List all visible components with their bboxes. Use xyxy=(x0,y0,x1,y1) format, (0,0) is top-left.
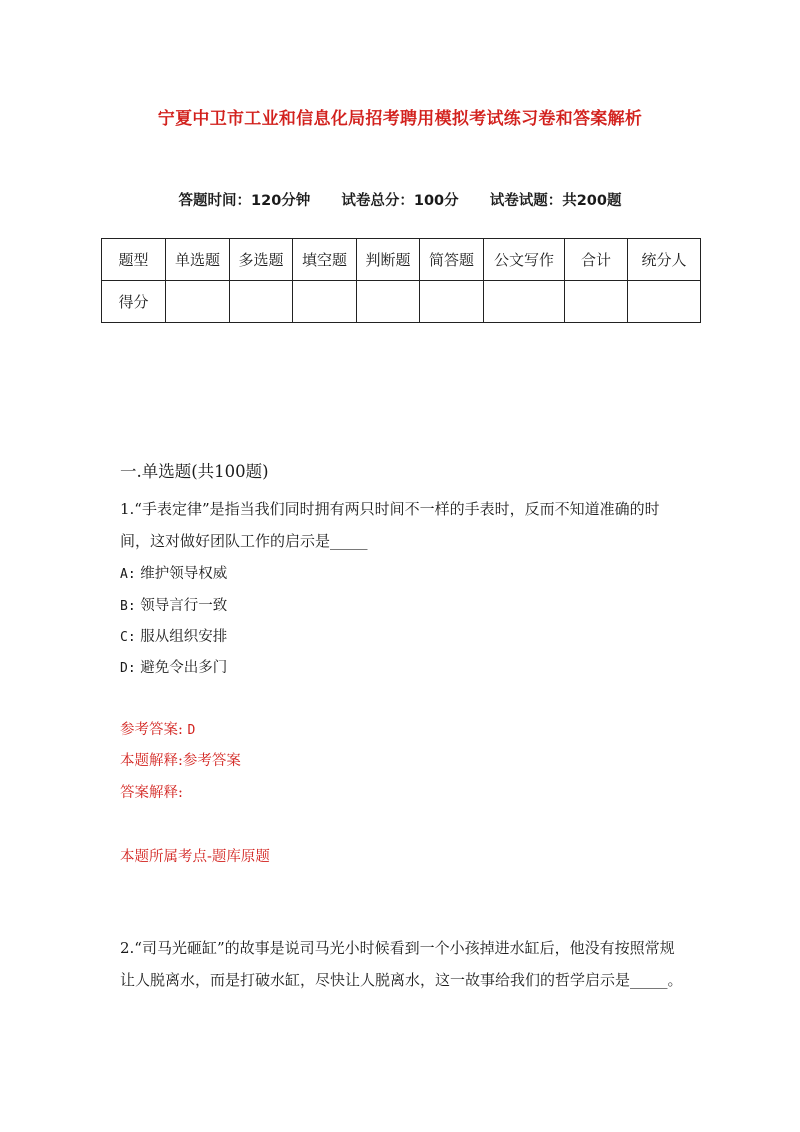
option-key: D: xyxy=(120,661,136,676)
question-1-option-c xyxy=(120,625,227,646)
exam-time: 答题时间：120分钟 xyxy=(178,193,311,209)
question-1-stem: 1.“手表定律”是指当我们同时拥有两只时间不一样的手表时，反而不知道准确的时间，这对做好团队工作的启示是_____ xyxy=(120,500,660,550)
score-cell xyxy=(484,281,565,323)
option-key: B: xyxy=(120,599,136,614)
score-cell xyxy=(166,281,230,323)
option-text: 领导言行一致 xyxy=(140,598,228,614)
score-header-cell: 单选题 xyxy=(166,239,230,281)
exam-total-score: 试卷总分：100分 xyxy=(341,193,459,209)
question-1-option-b xyxy=(120,594,227,615)
question-1-topic: 本题所属考点-题库原题 xyxy=(120,849,270,865)
score-table xyxy=(101,238,701,323)
score-header-cell: 公文写作 xyxy=(484,239,565,281)
score-header-cell: 判断题 xyxy=(357,239,420,281)
score-cell xyxy=(628,281,701,323)
question-1-option-d xyxy=(120,656,227,677)
question-2-stem: 2.“司马光砸缸”的故事是说司马光小时候看到一个小孩掉进水缸后，他没有按照常规让人脱离水，而是打破水缸，尽快让人脱离水，这一故事给我们的哲学启示是_____。 xyxy=(120,939,683,989)
score-cell xyxy=(565,281,628,323)
score-header-cell: 题型 xyxy=(102,239,166,281)
option-key: C: xyxy=(120,630,136,645)
option-text: 服从组织安排 xyxy=(140,629,228,645)
option-text: 维护领导权威 xyxy=(140,566,228,582)
answer-value: D xyxy=(187,723,196,738)
score-table-header-row xyxy=(102,239,701,281)
score-header-cell: 合计 xyxy=(565,239,628,281)
score-header-cell: 简答题 xyxy=(420,239,484,281)
option-text: 避免令出多门 xyxy=(140,660,228,676)
score-cell xyxy=(420,281,484,323)
score-cell xyxy=(230,281,293,323)
option-key: A: xyxy=(120,567,136,582)
score-cell xyxy=(293,281,357,323)
question-1-answer xyxy=(120,718,195,739)
answer-label: 参考答案: xyxy=(120,722,183,738)
question-1-option-a xyxy=(120,562,227,583)
question-1-explanation: 本题解释:参考答案 xyxy=(120,753,241,769)
score-header-cell: 填空题 xyxy=(293,239,357,281)
score-cell xyxy=(357,281,420,323)
section-heading: 一.单选题(共100题) xyxy=(120,462,269,481)
exam-title: 宁夏中卫市工业和信息化局招考聘用模拟考试练习卷和答案解析 xyxy=(157,109,643,129)
score-header-cell: 统分人 xyxy=(628,239,701,281)
question-1-answer-explanation: 答案解释: xyxy=(120,785,183,801)
exam-meta xyxy=(0,189,800,210)
score-table-score-row xyxy=(102,281,701,323)
score-row-label: 得分 xyxy=(102,281,166,323)
exam-question-count: 试卷试题：共200题 xyxy=(489,193,622,209)
score-header-cell: 多选题 xyxy=(230,239,293,281)
